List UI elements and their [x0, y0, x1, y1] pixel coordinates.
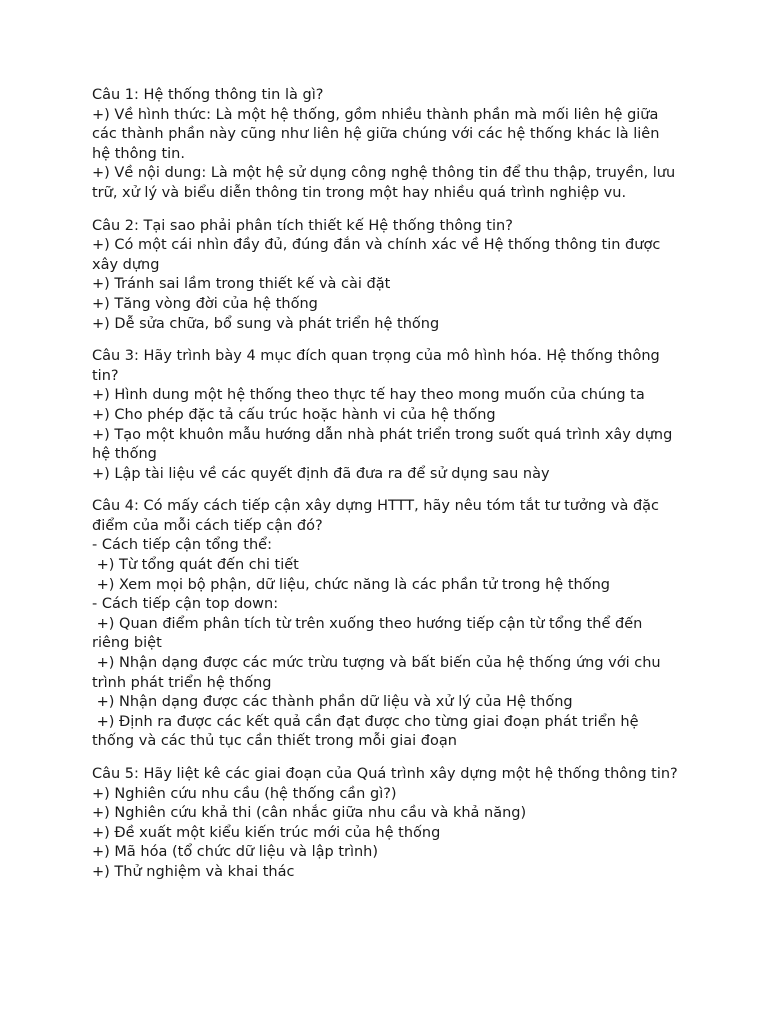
question-4 [92, 497, 682, 752]
answer-line: - Cách tiếp cận tổng thể: [92, 537, 272, 554]
document-page [92, 86, 682, 896]
question-5 [92, 765, 682, 883]
question-heading: Câu 4: Có mấy cách tiếp cận xây dựng HTTT, hãy nêu tóm tắt tư tưởng và đặc điểm của mỗi cách tiếp cận đó? [92, 498, 664, 534]
question-2 [92, 217, 682, 335]
question-3 [92, 347, 682, 484]
answer-line: +) Tăng vòng đời của hệ thống [92, 295, 318, 312]
answer-line: +) Nhận dạng được các thành phần dữ liệu và xử lý của Hệ thống [92, 694, 573, 711]
answer-line: +) Quan điểm phân tích từ trên xuống theo hướng tiếp cận từ tổng thể đến riêng biệt [92, 615, 647, 652]
answer-line: +) Dễ sửa chữa, bổ sung và phát triển hệ thống [92, 315, 440, 332]
answer-line: +) Về hình thức: Là một hệ thống, gồm nhiều thành phần mà mối liên hệ giữa các thành phần này cũng như liên hệ giữa chúng với các hệ thống khác là liên hệ thông tin. [92, 106, 664, 162]
answer-line: +) Hình dung một hệ thống theo thực tế hay theo mong muốn của chúng ta [92, 387, 645, 404]
question-heading: Câu 2: Tại sao phải phân tích thiết kế Hệ thống thông tin? [92, 217, 513, 234]
answer-line: +) Tạo một khuôn mẫu hướng dẫn nhà phát triển trong suốt quá trình xây dựng hệ thống [92, 426, 677, 463]
answer-line: +) Nghiên cứu khả thi (cân nhắc giữa nhu cầu và khả năng) [92, 805, 527, 822]
answer-line: +) Về nội dung: Là một hệ sử dụng công nghệ thông tin để thu thập, truyền, lưu trữ, xử lý và biểu diễn thông tin trong một hay nhiều quá trình nghiệp vu. [92, 165, 680, 201]
answer-line: +) Nghiên cứu nhu cầu (hệ thống cần gì?) [92, 785, 397, 802]
answer-line: - Cách tiếp cận top down: [92, 596, 279, 613]
answer-line: +) Định ra được các kết quả cần đạt được cho từng giai đoạn phát triển hệ thống và các thủ tục cần thiết trong mỗi giai đoạn [92, 713, 644, 750]
answer-line: +) Có một cái nhìn đầy đủ, đúng đắn và chính xác về Hệ thống thông tin được xây dựng [92, 237, 665, 273]
answer-line: +) Lập tài liệu về các quyết định đã đưa ra để sử dụng sau này [92, 465, 550, 482]
question-1 [92, 86, 682, 204]
answer-line: +) Mã hóa (tổ chức dữ liệu và lập trình) [92, 844, 379, 861]
answer-line: +) Tránh sai lầm trong thiết kế và cài đặt [92, 276, 391, 293]
answer-line: +) Thử nghiệm và khai thác [92, 863, 295, 880]
answer-line: +) Đề xuất một kiểu kiến trúc mới của hệ thống [92, 824, 441, 841]
question-heading: Câu 5: Hãy liệt kê các giai đoạn của Quá trình xây dựng một hệ thống thông tin? [92, 766, 678, 782]
answer-line: +) Cho phép đặc tả cấu trúc hoặc hành vi của hệ thống [92, 406, 496, 423]
question-heading: Câu 1: Hệ thống thông tin là gì? [92, 87, 324, 103]
question-heading: Câu 3: Hãy trình bày 4 mục đích quan trọng của mô hình hóa. Hệ thống thông tin? [92, 348, 665, 384]
answer-line: +) Xem mọi bộ phận, dữ liệu, chức năng là các phần tử trong hệ thống [92, 576, 610, 593]
answer-line: +) Nhận dạng được các mức trừu tượng và bất biến của hệ thống ứng với chu trình phát triển hệ thống [92, 655, 666, 691]
answer-line: +) Từ tổng quát đến chi tiết [92, 557, 299, 574]
